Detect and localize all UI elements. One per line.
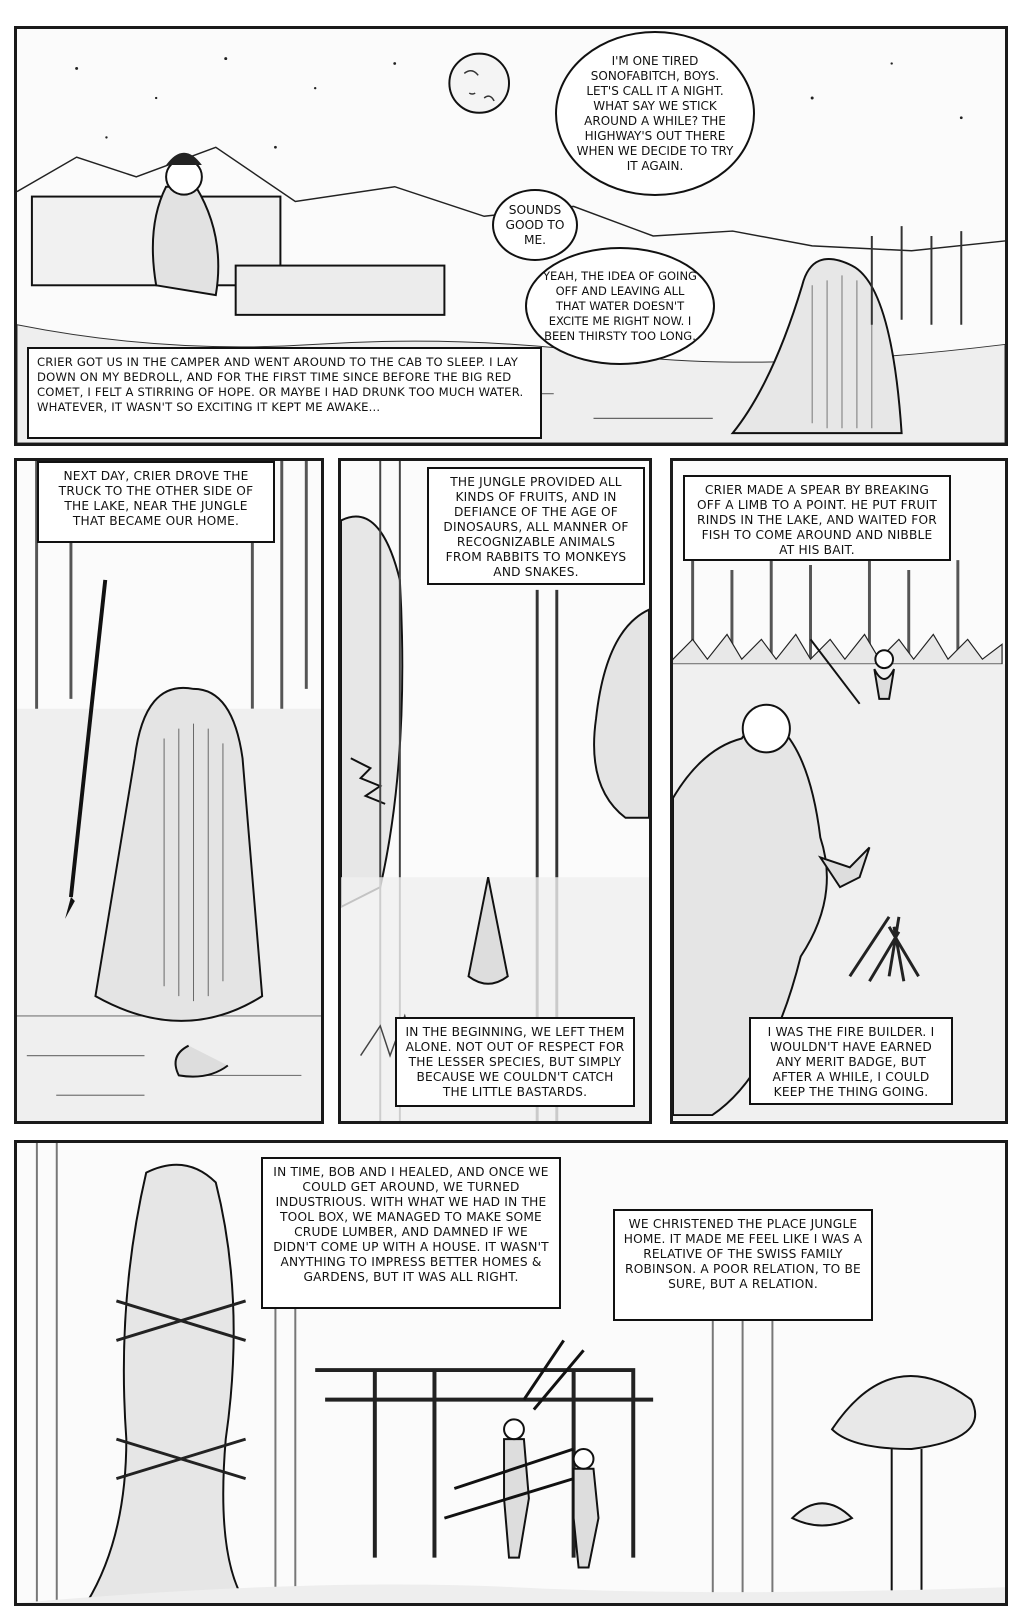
crier-lake-scene — [17, 461, 321, 1121]
caption-p4-top: CRIER MADE A SPEAR BY BREAKING OFF A LIMB TO A POINT. HE PUT FRUIT RINDS IN THE LAKE, AND WAITED FOR FISH TO COME AROUND AND NIBBLE AT HIS BAIT. — [683, 475, 951, 561]
caption-p3-bottom: IN THE BEGINNING, WE LEFT THEM ALONE. NOT OUT OF RESPECT FOR THE LESSER SPECIES, BUT SIMPLY BECAUSE WE COULDN'T CATCH THE LITTLE BASTARDS. — [395, 1017, 635, 1107]
caption-p2: NEXT DAY, CRIER DROVE THE TRUCK TO THE OTHER SIDE OF THE LAKE, NEAR THE JUNGLE THAT BECAME OUR HOME. — [37, 461, 275, 543]
panel-3-jungle-dinosaurs — [338, 458, 652, 1124]
caption-p1: CRIER GOT US IN THE CAMPER AND WENT AROUND TO THE CAB TO SLEEP. I LAY DOWN ON MY BEDROLL, AND FOR THE FIRST TIME SINCE BEFORE THE BIG RED COMET, I FELT A STIRRING OF HOPE. OR MAYBE I HAD DRUNK TOO MUCH WATER. WHATEVER, IT WASN'T SO EXCITING IT KEPT ME AWAKE... — [27, 347, 542, 439]
speech-balloon-yeah: YEAH, THE IDEA OF GOING OFF AND LEAVING ALL THAT WATER DOESN'T EXCITE ME RIGHT NOW. I BEEN THIRSTY TOO LONG. — [525, 247, 715, 365]
caption-p4-bottom: I WAS THE FIRE BUILDER. I WOULDN'T HAVE EARNED ANY MERIT BADGE, BUT AFTER A WHILE, I COULD KEEP THE THING GOING. — [749, 1017, 953, 1105]
panel-1-lake-night — [14, 26, 1008, 446]
speech-balloon-tired: I'M ONE TIRED SONOFABITCH, BOYS. LET'S CALL IT A NIGHT. WHAT SAY WE STICK AROUND A WHILE? THE HIGHWAY'S OUT THERE WHEN WE DECIDE TO TRY IT AGAIN. — [555, 31, 755, 196]
panel-4-fire-builder — [670, 458, 1008, 1124]
caption-p5-left: IN TIME, BOB AND I HEALED, AND ONCE WE COULD GET AROUND, WE TURNED INDUSTRIOUS. WITH WHAT WE HAD IN THE TOOL BOX, WE MANAGED TO MAKE SOME CRUDE LUMBER, AND DAMNED IF WE DIDN'T COME UP WITH A HOUSE. IT WASN'T ANYTHING TO IMPRESS BETTER HOMES & GARDENS, BUT IT WAS ALL RIGHT. — [261, 1157, 561, 1309]
panel-2-crier-lake — [14, 458, 324, 1124]
caption-p5-right: WE CHRISTENED THE PLACE JUNGLE HOME. IT MADE ME FEEL LIKE I WAS A RELATIVE OF THE SWISS FAMILY ROBINSON. A POOR RELATION, TO BE SURE, BUT A RELATION. — [613, 1209, 873, 1321]
panel-5-jungle-home — [14, 1140, 1008, 1606]
speech-balloon-sounds-good: SOUNDS GOOD TO ME. — [492, 189, 578, 261]
caption-p3-top: THE JUNGLE PROVIDED ALL KINDS OF FRUITS, AND IN DEFIANCE OF THE AGE OF DINOSAURS, ALL MANNER OF RECOGNIZABLE ANIMALS FROM RABBITS TO MONKEYS AND SNAKES. — [427, 467, 645, 585]
